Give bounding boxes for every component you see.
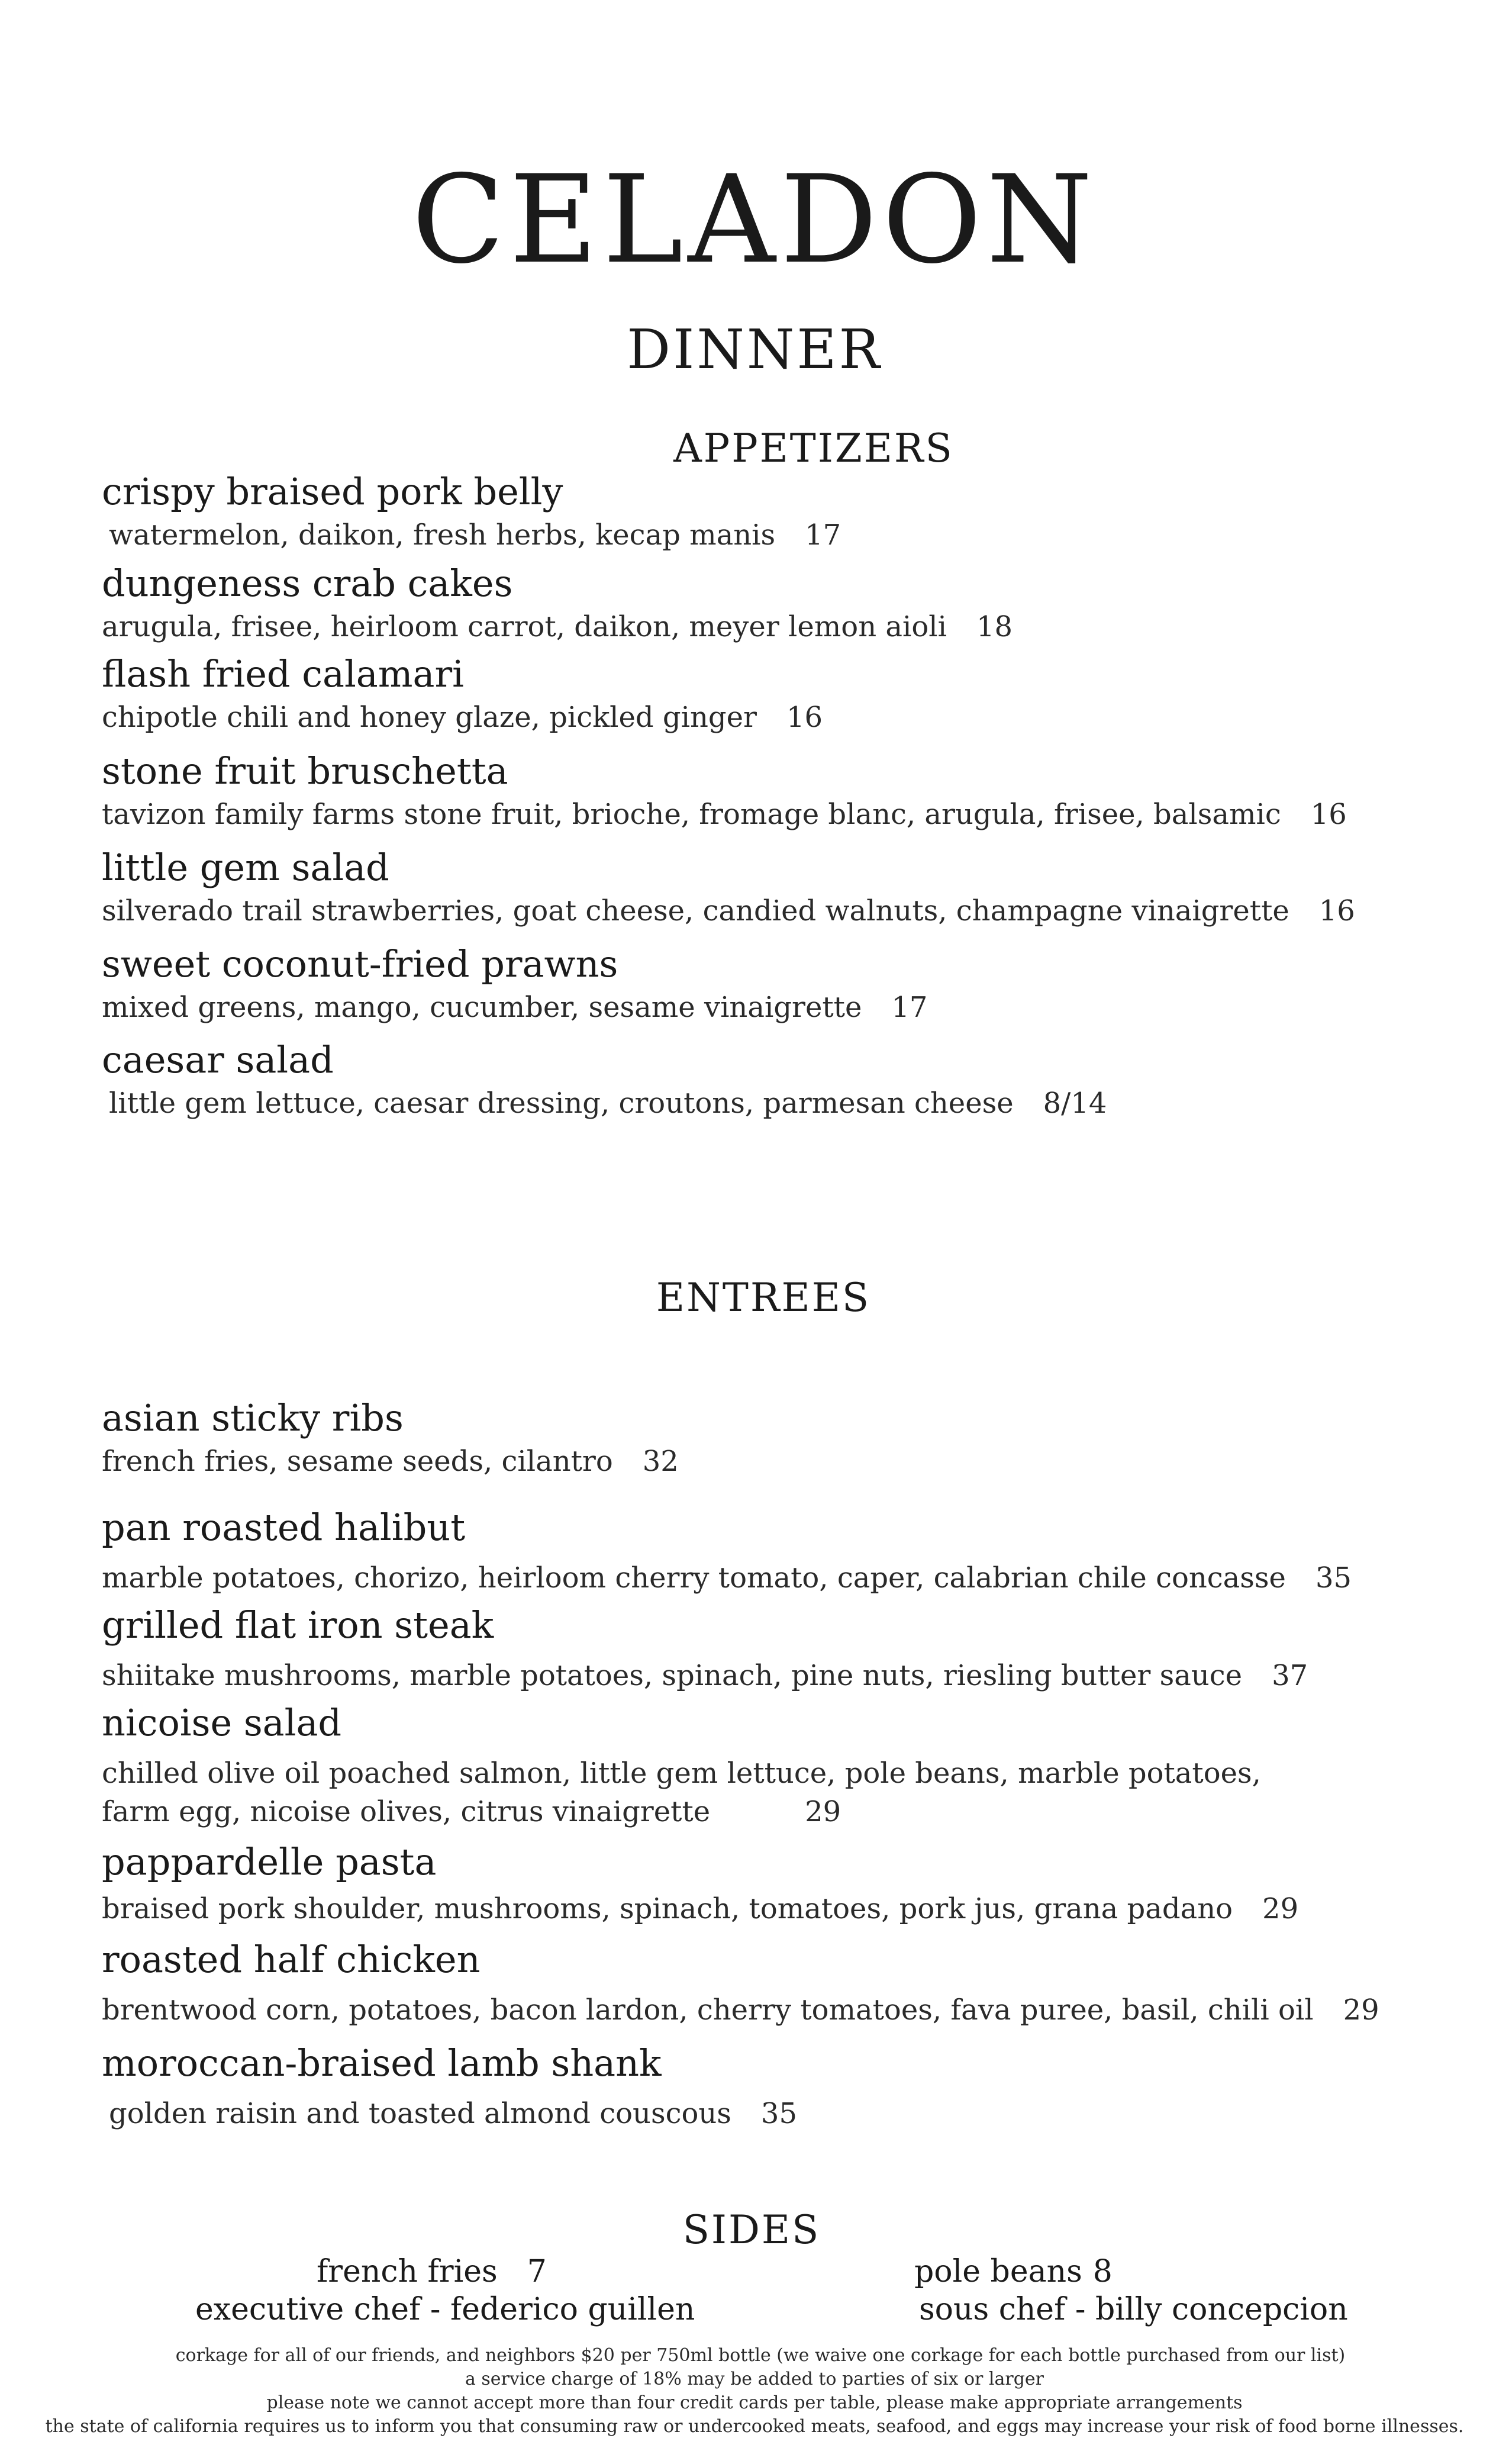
menu-item (102, 1396, 1433, 1481)
item-name: roasted half chicken (102, 1938, 481, 1981)
item-name: crispy braised pork belly (102, 470, 563, 513)
item-ingredients: tavizon family farms stone fruit, brioche, fromage blanc, arugula, frisee, balsamic (102, 798, 1281, 831)
item-price: 16 (1310, 798, 1347, 831)
menu-item (102, 942, 1433, 1027)
item-price: 29 (1262, 1892, 1299, 1925)
side-price: 8 (1092, 2254, 1113, 2289)
side-name: pole beans (914, 2254, 1082, 2289)
item-description (102, 1754, 1433, 1831)
item-name: asian sticky ribs (102, 1396, 404, 1439)
item-price: 29 (1343, 1993, 1379, 2027)
item-price: 35 (1315, 1561, 1352, 1595)
sous-chef: sous chef - billy concepcion (919, 2292, 1348, 2327)
item-name: flash fried calamari (102, 652, 464, 695)
item-description (102, 1657, 1433, 1695)
item-ingredients: brentwood corn, potatoes, bacon lardon, cherry tomatoes, fava puree, basil, chili oil (102, 1993, 1314, 2027)
item-ingredients: golden raisin and toasted almond couscous (109, 2097, 731, 2130)
item-name: moroccan-braised lamb shank (102, 2041, 662, 2085)
side-name: french fries (317, 2254, 498, 2289)
menu-item (102, 1506, 1433, 1597)
menu-item (102, 846, 1433, 930)
item-ingredients: chilled olive oil poached salmon, little gem lettuce, pole beans, marble potatoes, (102, 1757, 1261, 1790)
menu-item (102, 470, 1433, 555)
item-description (102, 1890, 1433, 1928)
item-description (102, 516, 1433, 555)
item-ingredients-line2: farm egg, nicoise olives, citrus vinaigrette (102, 1795, 711, 1828)
item-description (102, 795, 1433, 834)
item-price: 16 (1318, 894, 1355, 927)
item-description (102, 2095, 1433, 2133)
item-description (102, 892, 1433, 930)
item-ingredients: shiitake mushrooms, marble potatoes, spinach, pine nuts, riesling butter sauce (102, 1659, 1243, 1692)
sides-heading: SIDES (682, 2207, 821, 2253)
menu-item (102, 1038, 1433, 1123)
item-ingredients: watermelon, daikon, fresh herbs, kecap manis (109, 518, 776, 552)
corkage-note: corkage for all of our friends, and neighbors $20 per 750ml bottle (we waive one corkage for each bottle purchased from our list) (175, 2345, 1346, 2366)
health-warning-note: the state of california requires us to inform you that consuming raw or undercooked meats, seafood, and eggs may increase your risk of food borne illnesses. (45, 2416, 1464, 2437)
item-price: 8/14 (1043, 1087, 1107, 1120)
item-price: 35 (760, 2097, 797, 2130)
menu-item (102, 652, 1433, 737)
credit-card-note: please note we cannot accept more than four credit cards per table, please make appropriate arrangements (266, 2392, 1243, 2413)
item-price: 32 (642, 1445, 679, 1478)
item-ingredients: little gem lettuce, caesar dressing, croutons, parmesan cheese (109, 1087, 1014, 1120)
item-description (102, 1559, 1433, 1597)
item-name: pappardelle pasta (102, 1840, 437, 1883)
item-description (102, 1991, 1433, 2030)
item-name: stone fruit bruschetta (102, 749, 508, 793)
item-name: sweet coconut-fried prawns (102, 942, 618, 985)
entrees-heading: ENTREES (656, 1275, 871, 1320)
item-name: dungeness crab cakes (102, 562, 513, 605)
item-ingredients: silverado trail strawberries, goat cheese, candied walnuts, champagne vinaigrette (102, 894, 1289, 927)
side-item (317, 2254, 547, 2289)
item-description (102, 608, 1433, 646)
side-item (914, 2254, 1113, 2289)
item-ingredients: french fries, sesame seeds, cilantro (102, 1445, 613, 1478)
item-description (102, 698, 1433, 737)
item-price: 17 (891, 991, 928, 1024)
item-ingredients: mixed greens, mango, cucumber, sesame vinaigrette (102, 991, 862, 1024)
service-charge-note: a service charge of 18% may be added to parties of six or larger (465, 2369, 1044, 2389)
menu-item (102, 1701, 1433, 1831)
menu-item (102, 749, 1433, 834)
item-name: little gem salad (102, 846, 389, 889)
item-ingredients-continued (102, 1793, 1433, 1831)
menu-item (102, 2041, 1433, 2133)
item-name: caesar salad (102, 1038, 334, 1081)
item-name: grilled flat iron steak (102, 1603, 494, 1647)
menu-item (102, 1603, 1433, 1695)
item-price: 18 (976, 610, 1013, 643)
menu-item (102, 1938, 1433, 2030)
menu-item (102, 1840, 1433, 1928)
item-description (102, 1084, 1433, 1123)
item-ingredients: arugula, frisee, heirloom carrot, daikon, meyer lemon aioli (102, 610, 947, 643)
appetizers-heading: APPETIZERS (673, 426, 954, 471)
item-price: 17 (805, 518, 841, 552)
item-ingredients: braised pork shoulder, mushrooms, spinach, tomatoes, pork jus, grana padano (102, 1892, 1233, 1925)
side-price: 7 (527, 2254, 547, 2289)
item-price: 29 (805, 1795, 841, 1828)
item-ingredients: marble potatoes, chorizo, heirloom cherry tomato, caper, calabrian chile concasse (102, 1561, 1286, 1595)
menu-item (102, 562, 1433, 646)
item-name: pan roasted halibut (102, 1506, 466, 1549)
restaurant-name: CELADON (411, 150, 1098, 291)
executive-chef: executive chef - federico guillen (195, 2292, 695, 2327)
menu-title: DINNER (627, 318, 882, 381)
item-price: 37 (1272, 1659, 1308, 1692)
item-price: 16 (786, 701, 823, 734)
item-ingredients: chipotle chili and honey glaze, pickled ginger (102, 701, 757, 734)
item-name: nicoise salad (102, 1701, 342, 1744)
item-description (102, 988, 1433, 1027)
item-description (102, 1442, 1433, 1481)
